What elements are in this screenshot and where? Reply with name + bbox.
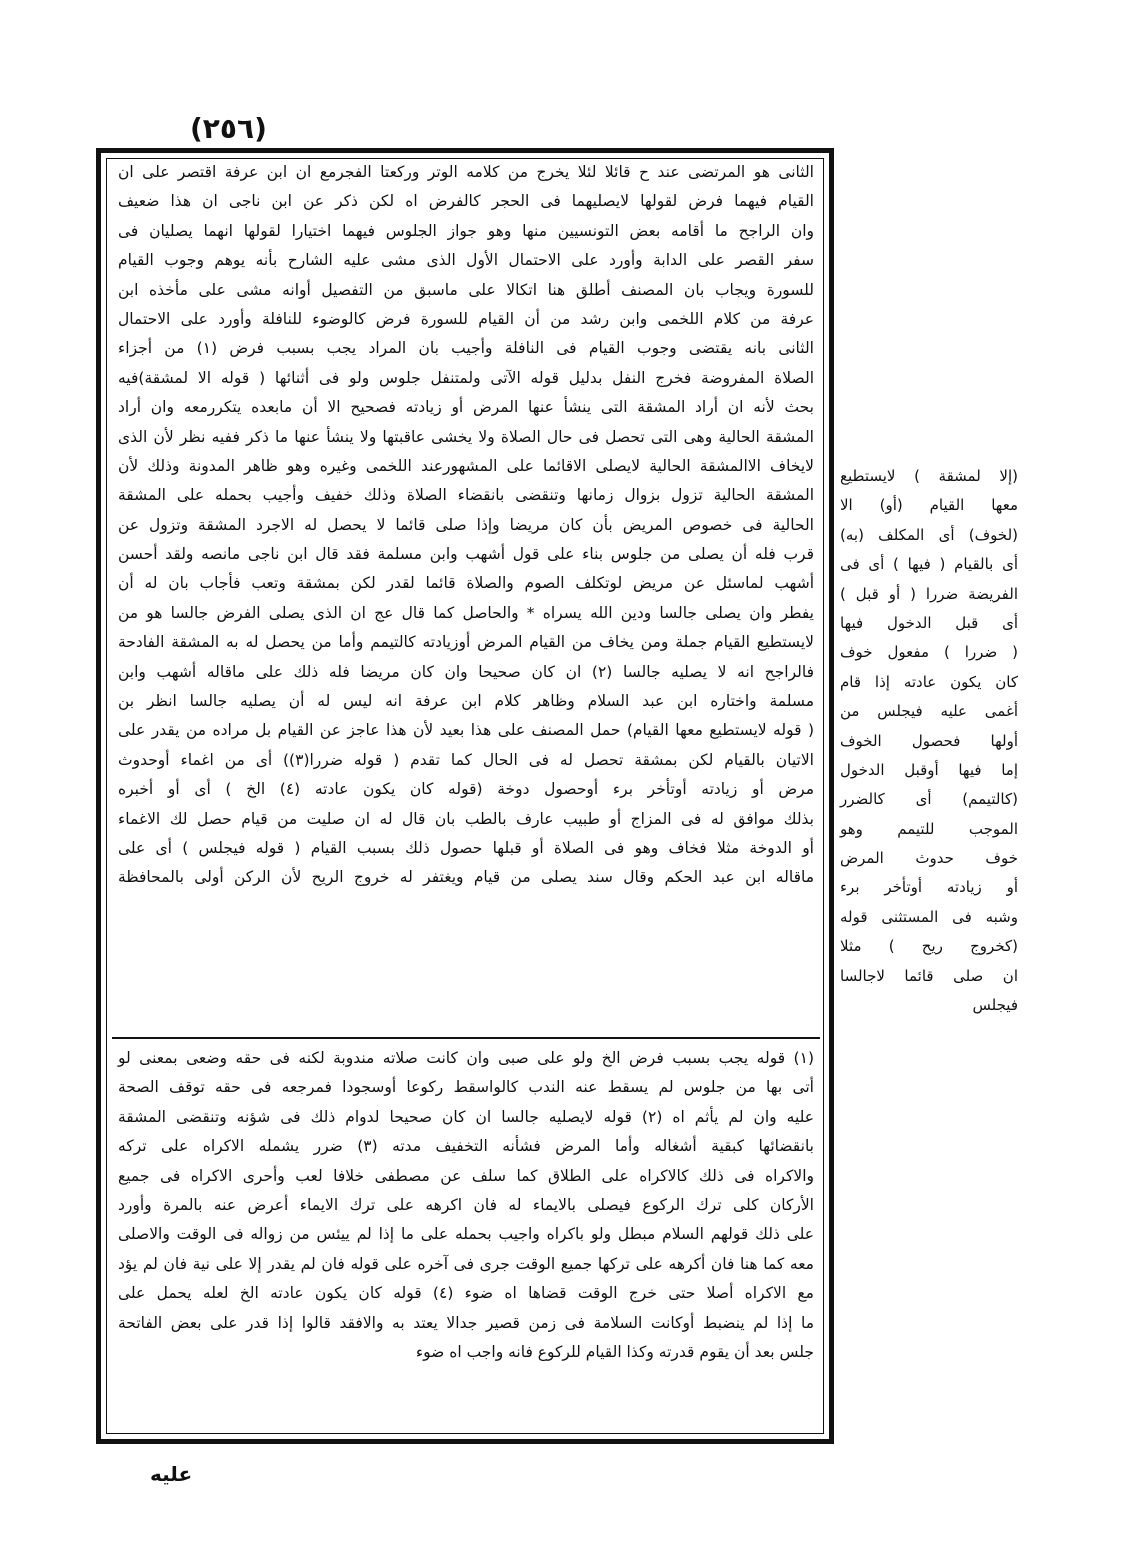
main-text-line: ماقاله ابن عبد الحكم وقال سند يصلى من قيام ويغتفر له خروج الريح لأن الركن أولى بالمحافظة (118, 868, 814, 887)
margin-text-line: (لخوف) أى المكلف (به) (840, 525, 1018, 544)
main-text-line: قرب فله أن يصلى من جلوس بناء على قول أشهب وابن مسلمة فقد قال ابن ناجى مانصه ولقد أحسن (118, 545, 814, 564)
main-text-line: الاتيان بالقيام لكن بمشقة تحصل له فى الحال كما تقدم ( قوله ضررا(٣)) أى من اغماء أوحدوث (118, 750, 814, 769)
margin-text-line: أو زيادته أوتأخر برء (840, 878, 1018, 897)
margin-text-line: كان يكون عادته إذا قام (840, 672, 1018, 691)
footnote-line: الأركان كلى ترك الركوع فيصلى بالايماء له فان اكرهه على ترك الايماء أعرض عنه بالمرة وأورد (118, 1195, 814, 1214)
main-text-line: فالراجح انه لا يصليه جالسا (٢) ان كان صحيحا وان كان مريضا فله ذلك على ماقاله أشهب وابن (118, 662, 814, 681)
margin-text-line: خوف حدوث المرض (840, 849, 1018, 868)
main-text-line: لايستطيع القيام جملة ومن يخاف من القيام المرض أوزيادته كالتيمم وأما من يحصل له به المشقة الفادحة (118, 633, 814, 652)
main-text-line: الحالية فى خصوص المريض بأن كان مريضا وإذا صلى قائما لا يحصل له الاجرد المشقة وتزول عن (118, 515, 814, 534)
main-text-line: وان الراجح ما أقامه بعض التونسيين منها وهو جواز الجلوس فيهما اختيارا لقولها انهما يصليان فى (118, 221, 814, 240)
main-text-line: سفر القصر على الدابة وأورد على الاحتمال الأول الذى مشى عليه الشارح بأنه يوهم وجوب القيام (118, 251, 814, 270)
margin-text-line: (كخروج ريح ) مثلا (840, 937, 1018, 956)
margin-text-line: معها القيام (أو) الا (840, 496, 1018, 515)
main-text-line: مسلمة واختاره ابن عبد السلام وظاهر كلام ابن عرفة انه ليس له أن يصليه جالسا انظر بن (118, 692, 814, 711)
margin-matn-text (840, 462, 1018, 1015)
main-text-line: القيام فيهما فرض لقولها لايصليهما فى الحجر كالفرض اه لكن ذكر عن ابن ناجى ان هذا ضعيف (118, 192, 814, 211)
margin-text-line: الموجب للتيمم وهو (840, 819, 1018, 838)
footnote-line: عليه وان لم يأثم اه (٢) قوله لايصليه جالسا ان كان صحيحا لدوام ذلك فى شؤنه وتنقضى المشقة (118, 1107, 814, 1126)
main-text-line: الثانى هو المرتضى عند ح قائلا لئلا يخرج من كلامه الوتر وركعتا الفجرمع ان ابن عرفة اقتصر على ان (118, 163, 814, 181)
footnote-separator (112, 1037, 820, 1039)
page-number: (٢٥٦) (190, 112, 267, 145)
main-text-line: مرض أو زيادته أوتأخر برء أوحصول دوخة (قوله كان يكون عادته (٤) الخ ) أى أو أخبره (118, 780, 814, 799)
margin-text-line: الفريضة ضررا ( أو قبل ) (840, 584, 1018, 603)
footnote-line: أتى بها من جلوس لم يسقط عنه الندب كالواسقط ركوعا أوسجودا فمرجعه فى حقه توقف الصحة (118, 1078, 814, 1097)
footnote-line: ما إذا لم ينضبط أوكانت السلامة فى زمن قصير جدالا يعتد به والافقد قالوا إذا قدر على بعض الفاتحة (118, 1313, 814, 1332)
margin-text-line: فيجلس (972, 996, 1018, 1015)
margin-text-line: أولها فحصول الخوف (840, 731, 1018, 750)
margin-text-line: أى بالقيام ( فيها ) أى فى (840, 555, 1018, 574)
margin-text-line: أى قبل الدخول فيها (840, 613, 1018, 632)
main-text-line: الصلاة المفروضة فخرج النفل بدليل قوله الآتى ولمتنفل جلوس ولو فى أثنائها ( قوله الا لمشقة)فيه (118, 368, 814, 387)
margin-text-line: ( ضررا ) مفعول خوف (840, 643, 1018, 662)
footnote-line: على ذلك قولهم السلام مبطل ولو باكراه واجيب بحمله على ما إذا لم ييئس من زواله فى الوقت والاصلى (118, 1225, 814, 1244)
footnote-line: مع الاكراه أصلا حتى خرج الوقت قضاها اه ضوء (٤) قوله كان يكون عادته الخ لعله يحمل على (118, 1284, 814, 1303)
main-text-line: للسورة ويجاب بان المصنف أطلق هنا اتكالا على ماسبق من التفصيل أوانه مشى على مأخذه ابن (118, 280, 814, 299)
main-text-line: المشقة الحالية تزول بزوال زمانها وتنقضى بانقضاء الصلاة وذلك خفيف وأجيب بحمله على المشقة (118, 486, 814, 505)
main-text-line: عرفة من كلام اللخمى وابن رشد من أن القيام للسورة فرض كالوضوء للنافلة وأورد على الاحتمال (118, 309, 814, 328)
margin-text-line: أغمى عليه فيجلس من (840, 702, 1018, 721)
footnote-line: بانقضائها كبقية أشغاله وأما المرض فشأنه التخفيف مدته (٣) ضرر يشمله الاكراه على تركه (118, 1137, 814, 1156)
margin-text-line: إما فيها أوقبل الدخول (840, 760, 1018, 779)
main-commentary-text (118, 158, 814, 1026)
main-text-line: المشقة الحالية وهى التى تحصل فى حال الصلاة ولا يخشى عاقبتها ولا ينشأ عنها ما ذكر ففيه نظر لأن الذى (118, 427, 814, 446)
margin-text-line: (كالتيمم) أى كالضرر (840, 790, 1018, 809)
main-text-line: الثانى بانه يقتضى وجوب القيام فى النافلة وأجيب بان المراد يجب بسبب فرض (١) من أجزاء (118, 339, 814, 358)
main-text-line: ( قوله لايستطيع معها القيام) حمل المصنف على هذا بعيد لأن هذا عاجز عن القيام بل مراده من يقدر على (118, 721, 814, 740)
main-text-line: أشهب لماسئل عن مريض لوتكلف الصوم والصلاة قائما لقدر لكن بمشقة وتعب فأجاب بان له أن (118, 574, 814, 593)
footnotes (118, 1044, 814, 1434)
main-text-line: بذلك موافق له فى المزاج أو طبيب عارف بالطب بان قال له ان صليت من قيام حصل لك الاغماء (118, 809, 814, 828)
footnote-line: جلس بعد أن يقوم قدرته وكذا القيام للركوع فانه واجب اه ضوء (415, 1342, 814, 1361)
margin-text-line: وشبه فى المستثنى قوله (840, 907, 1018, 926)
margin-text-line: (إلا لمشقة ) لايستطيع (840, 467, 1018, 485)
footnote-line: والاكراه فى ذلك كالاكراه على الطلاق كما سلف عن مصطفى خلافا لعب وأحرى الاكراه فى جميع (118, 1166, 814, 1185)
main-text-line: بحث لأنه ان أراد المشقة التى ينشأ عنها المرض أو زيادته فصحيح الا أن مابعده يتكررمعه وان أراد (118, 398, 814, 417)
main-text-line: يفطر وان يصلى جالسا ودين الله يسراه * والحاصل كما قال عج ان الذى يصلى الفرض جالسا هو من (118, 603, 814, 622)
margin-text-line: ان صلى قائما لاجالسا (840, 966, 1018, 985)
main-text-line: لايخاف الاالمشقة الحالية لايصلى الاقائما على المشهورعند اللخمى وغيره وهو ظاهر المدونة وذلك لأن (118, 456, 814, 475)
main-text-line: أو الدوخة مثلا فخاف وهو فى الصلاة أو قبلها حصول ذلك بسبب القيام ( قوله فيجلس ) أى على (118, 838, 814, 857)
catchword: عليه (150, 1462, 193, 1486)
footnote-line: (١) قوله يجب بسبب فرض الخ ولو على صبى وان كانت صلاته مندوبة لكنه فى حقه وضعى بمعنى لو (118, 1049, 814, 1067)
footnote-line: معه كما هنا فان أكرهه على تركها جميع الوقت جرى فى آخره على قوله فان لم يقدر إلا على نية فان لم يؤد (118, 1254, 814, 1273)
